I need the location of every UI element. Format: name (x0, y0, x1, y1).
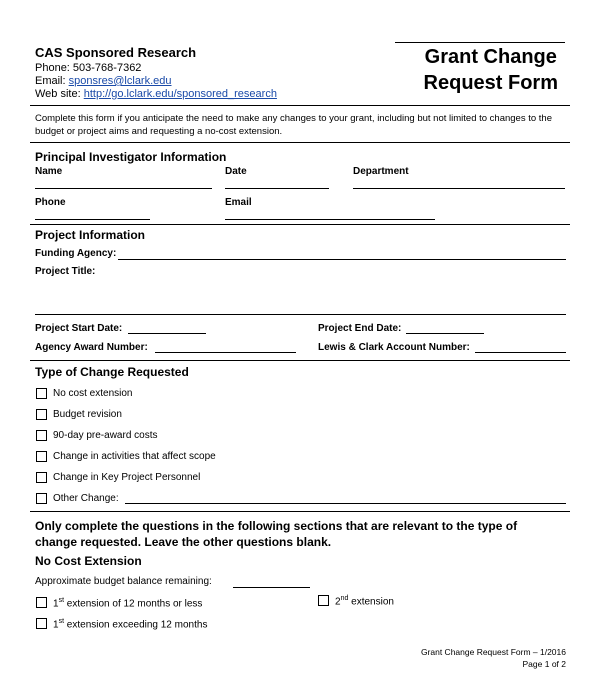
pi-heading: Principal Investigator Information (35, 150, 227, 164)
form-title-line1: Grant Change (424, 46, 557, 68)
intro-text: Complete this form if you anticipate the need to make any changes to your grant, including but not limited to changes to the budget or project aims and requesting a no-cost extension. (35, 113, 552, 137)
ext3-text: extension exceeding 12 months (64, 619, 208, 631)
org-email (35, 75, 172, 87)
header-divider (30, 105, 570, 106)
ext1-text: extension of 12 months or less (64, 598, 203, 610)
account-number-field[interactable] (475, 352, 566, 353)
org-website (35, 88, 277, 100)
funding-agency-label: Funding Agency: (35, 248, 117, 259)
website-label: Web site: (35, 88, 84, 100)
change-type-divider (30, 511, 570, 512)
pi-department-field[interactable] (353, 188, 565, 189)
option-key-personnel-label: Change in Key Project Personnel (53, 472, 201, 483)
option-pre-award-costs-label: 90-day pre-award costs (53, 430, 158, 441)
form-title (424, 44, 558, 96)
checkbox-pre-award-costs[interactable] (36, 430, 47, 441)
pi-name-label: Name (35, 166, 63, 177)
ext2-text: extension (348, 596, 394, 608)
pi-date-field[interactable] (225, 188, 329, 189)
pi-date-label: Date (225, 166, 247, 177)
project-divider (30, 360, 570, 361)
first-extension-long-label (53, 618, 207, 630)
pi-name-field[interactable] (35, 188, 212, 189)
org-name: CAS Sponsored Research (35, 45, 197, 60)
end-date-label: Project End Date: (318, 323, 402, 334)
checkbox-other-change[interactable] (36, 493, 47, 504)
title-top-rule (395, 42, 565, 43)
funding-agency-field[interactable] (118, 259, 566, 260)
start-date-label: Project Start Date: (35, 323, 123, 334)
option-budget-revision-label: Budget revision (53, 409, 122, 420)
start-date-field[interactable] (128, 333, 206, 334)
ext1-suffix: st (58, 597, 65, 604)
footer-form-version: Grant Change Request Form – 1/2016 (420, 647, 566, 657)
award-number-label: Agency Award Number: (35, 342, 148, 353)
project-title-field[interactable] (35, 314, 566, 315)
ext2-suffix: nd (340, 595, 349, 602)
budget-balance-label: Approximate budget balance remaining: (35, 576, 212, 587)
no-cost-heading: No Cost Extension (35, 554, 142, 568)
pi-phone-field[interactable] (35, 219, 150, 220)
form-title-line2: Request Form (423, 72, 558, 94)
ext1-number: 1 (53, 598, 59, 610)
checkbox-first-extension-long[interactable] (36, 618, 47, 629)
org-phone: Phone: 503-768-7362 (35, 62, 142, 74)
pi-department-label: Department (353, 166, 409, 177)
checkbox-budget-revision[interactable] (36, 409, 47, 420)
ext2-number: 2 (335, 596, 341, 608)
second-extension-label (335, 595, 394, 607)
email-link[interactable]: sponsres@lclark.edu (68, 75, 172, 87)
change-type-heading: Type of Change Requested (35, 365, 189, 379)
pi-email-label: Email (225, 197, 252, 208)
instructions-text: Only complete the questions in the following sections that are relevant to the type of change requested. Leave the other questions blank. (35, 519, 518, 549)
website-link[interactable]: http://go.lclark.edu/sponsored_research (83, 88, 277, 100)
option-scope-change-label: Change in activities that affect scope (53, 451, 216, 462)
project-title-label: Project Title: (35, 266, 96, 277)
pi-email-field[interactable] (225, 219, 435, 220)
account-number-label: Lewis & Clark Account Number: (318, 342, 470, 353)
other-change-field[interactable] (125, 503, 566, 504)
option-other-change-label: Other Change: (53, 493, 119, 504)
checkbox-first-extension-short[interactable] (36, 597, 47, 608)
budget-balance-field[interactable] (233, 587, 310, 588)
checkbox-scope-change[interactable] (36, 451, 47, 462)
option-no-cost-extension-label: No cost extension (53, 388, 133, 399)
footer-page-number: Page 1 of 2 (522, 659, 566, 669)
checkbox-second-extension[interactable] (318, 595, 329, 606)
award-number-field[interactable] (155, 352, 296, 353)
pi-divider (30, 224, 570, 225)
project-heading: Project Information (35, 228, 146, 242)
checkbox-no-cost-extension[interactable] (36, 388, 47, 399)
intro-divider (30, 142, 570, 143)
pi-phone-label: Phone (35, 197, 66, 208)
checkbox-key-personnel[interactable] (36, 472, 47, 483)
email-label: Email: (35, 75, 69, 87)
ext3-number: 1 (53, 619, 59, 631)
end-date-field[interactable] (406, 333, 484, 334)
ext3-suffix: st (58, 618, 65, 625)
first-extension-short-label (53, 597, 202, 609)
